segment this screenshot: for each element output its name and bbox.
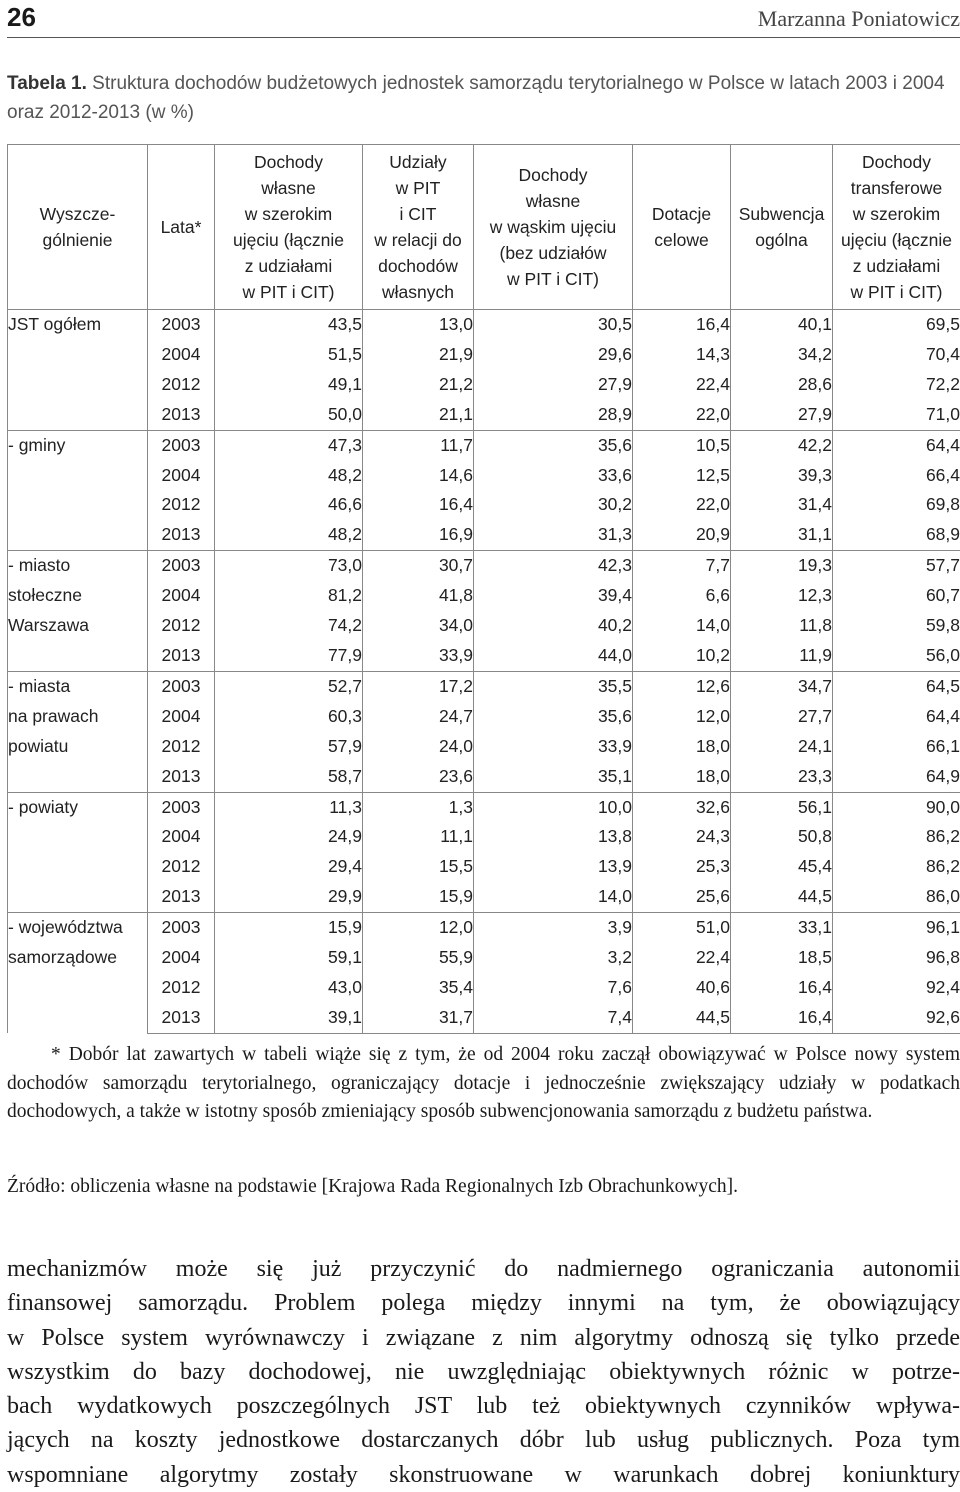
value-cell: 10,5 (633, 430, 731, 460)
column-header: Wyszcze- gólnienie (8, 145, 148, 310)
table-row (8, 702, 960, 732)
data-table (7, 144, 960, 1034)
table-caption-label: Tabela 1. (7, 73, 87, 94)
table-row (8, 400, 960, 430)
column-header: Dotacje celowe (633, 145, 731, 310)
value-cell: 56,0 (833, 641, 960, 671)
year-cell: 2003 (148, 671, 215, 701)
body-line: wspomniane algorytmy zostały skonstruowane w warunkach dobrej koniunktury (7, 1458, 960, 1492)
column-header: Dochody własne w wąskim ujęciu (bez udziałów w PIT i CIT) (474, 145, 633, 310)
year-cell: 2003 (148, 310, 215, 340)
body-line: mechanizmów może się już przyczynić do nadmiernego ograniczania autonomii (7, 1252, 960, 1286)
value-cell: 13,9 (474, 852, 633, 882)
value-cell: 31,4 (731, 490, 833, 520)
value-cell: 66,1 (833, 732, 960, 762)
table-row (8, 973, 960, 1003)
body-line: w Polsce system wyrównawczy i związane z nim algorytmy odnoszą się tylko przede (7, 1321, 960, 1355)
value-cell: 86,0 (833, 882, 960, 912)
body-line: jących na koszty jednostkowe dostarczanych dóbr lub usług publicznych. Poza tym (7, 1423, 960, 1457)
table-row (8, 943, 960, 973)
value-cell: 43,5 (215, 310, 363, 340)
value-cell: 29,6 (474, 340, 633, 370)
value-cell: 7,4 (474, 1003, 633, 1033)
value-cell: 86,2 (833, 822, 960, 852)
value-cell: 41,8 (363, 581, 474, 611)
value-cell: 48,2 (215, 461, 363, 491)
value-cell: 24,9 (215, 822, 363, 852)
value-cell: 42,2 (731, 430, 833, 460)
table-row (8, 852, 960, 882)
year-cell: 2004 (148, 943, 215, 973)
running-head-author: Marzanna Poniatowicz (758, 6, 960, 32)
body-line: finansowej samorządu. Problem polega między innymi na tym, że obowiązujący (7, 1286, 960, 1320)
value-cell: 40,6 (633, 973, 731, 1003)
value-cell: 29,9 (215, 882, 363, 912)
value-cell: 69,8 (833, 490, 960, 520)
value-cell: 59,8 (833, 611, 960, 641)
year-cell: 2013 (148, 641, 215, 671)
value-cell: 10,2 (633, 641, 731, 671)
column-header: Dochody własne w szerokim ujęciu (łącznie z udziałami w PIT i CIT) (215, 145, 363, 310)
value-cell: 72,2 (833, 370, 960, 400)
value-cell: 17,2 (363, 671, 474, 701)
value-cell: 27,7 (731, 702, 833, 732)
value-cell: 42,3 (474, 551, 633, 581)
year-cell: 2012 (148, 370, 215, 400)
value-cell: 30,7 (363, 551, 474, 581)
column-header: Udziały w PIT i CIT w relacji do dochodów własnych (363, 145, 474, 310)
table-row (8, 732, 960, 762)
table-source: Źródło: obliczenia własne na podstawie [Krajowa Rada Regionalnych Izb Obrachunkowych]. (7, 1173, 960, 1201)
value-cell: 13,0 (363, 310, 474, 340)
value-cell: 21,2 (363, 370, 474, 400)
column-header: Lata* (148, 145, 215, 310)
value-cell: 33,1 (731, 913, 833, 943)
value-cell: 18,5 (731, 943, 833, 973)
value-cell: 55,9 (363, 943, 474, 973)
value-cell: 35,4 (363, 973, 474, 1003)
year-cell: 2003 (148, 551, 215, 581)
value-cell: 20,9 (633, 520, 731, 550)
table-row (8, 641, 960, 671)
value-cell: 59,1 (215, 943, 363, 973)
value-cell: 69,5 (833, 310, 960, 340)
table-caption (7, 69, 952, 127)
year-cell: 2004 (148, 461, 215, 491)
value-cell: 11,7 (363, 430, 474, 460)
year-cell: 2012 (148, 490, 215, 520)
body-line: bach wydatkowych poszczególnych JST lub też obiektywnych czynników wpływa- (7, 1389, 960, 1423)
value-cell: 73,0 (215, 551, 363, 581)
value-cell: 34,0 (363, 611, 474, 641)
value-cell: 24,0 (363, 732, 474, 762)
table-row (8, 520, 960, 550)
value-cell: 32,6 (633, 792, 731, 822)
value-cell: 19,3 (731, 551, 833, 581)
value-cell: 60,3 (215, 702, 363, 732)
year-cell: 2013 (148, 882, 215, 912)
table-row (8, 551, 960, 581)
value-cell: 29,4 (215, 852, 363, 882)
value-cell: 71,0 (833, 400, 960, 430)
value-cell: 23,3 (731, 762, 833, 792)
value-cell: 92,4 (833, 973, 960, 1003)
table-row (8, 430, 960, 460)
value-cell: 11,8 (731, 611, 833, 641)
value-cell: 27,9 (731, 400, 833, 430)
value-cell: 22,0 (633, 490, 731, 520)
value-cell: 12,0 (633, 702, 731, 732)
value-cell: 11,1 (363, 822, 474, 852)
year-cell: 2012 (148, 973, 215, 1003)
year-cell: 2003 (148, 792, 215, 822)
table-row (8, 913, 960, 943)
table-row (8, 340, 960, 370)
value-cell: 3,2 (474, 943, 633, 973)
year-cell: 2013 (148, 520, 215, 550)
value-cell: 25,3 (633, 852, 731, 882)
value-cell: 50,0 (215, 400, 363, 430)
table-row (8, 1003, 960, 1033)
value-cell: 33,9 (363, 641, 474, 671)
year-cell: 2004 (148, 702, 215, 732)
year-cell: 2003 (148, 430, 215, 460)
row-group-label: - miasta na prawach powiatu (8, 671, 148, 792)
value-cell: 3,9 (474, 913, 633, 943)
value-cell: 60,7 (833, 581, 960, 611)
value-cell: 12,0 (363, 913, 474, 943)
value-cell: 66,4 (833, 461, 960, 491)
value-cell: 22,0 (633, 400, 731, 430)
value-cell: 90,0 (833, 792, 960, 822)
value-cell: 58,7 (215, 762, 363, 792)
value-cell: 31,3 (474, 520, 633, 550)
value-cell: 22,4 (633, 943, 731, 973)
year-cell: 2012 (148, 732, 215, 762)
value-cell: 39,3 (731, 461, 833, 491)
value-cell: 23,6 (363, 762, 474, 792)
value-cell: 24,7 (363, 702, 474, 732)
value-cell: 35,6 (474, 702, 633, 732)
table-row (8, 792, 960, 822)
value-cell: 33,6 (474, 461, 633, 491)
value-cell: 7,6 (474, 973, 633, 1003)
value-cell: 15,9 (215, 913, 363, 943)
value-cell: 68,9 (833, 520, 960, 550)
table-caption-text: Struktura dochodów budżetowych jednostek samorządu terytorialnego w Polsce w latach 2003 i 2004 oraz 2012-2013 (w %) (7, 73, 945, 123)
running-head (7, 2, 960, 36)
page-number: 26 (7, 2, 36, 33)
year-cell: 2013 (148, 762, 215, 792)
value-cell: 52,7 (215, 671, 363, 701)
value-cell: 77,9 (215, 641, 363, 671)
value-cell: 50,8 (731, 822, 833, 852)
value-cell: 25,6 (633, 882, 731, 912)
value-cell: 35,1 (474, 762, 633, 792)
value-cell: 40,1 (731, 310, 833, 340)
value-cell: 43,0 (215, 973, 363, 1003)
header-row (8, 145, 960, 310)
value-cell: 24,1 (731, 732, 833, 762)
value-cell: 12,5 (633, 461, 731, 491)
table-footnote: * Dobór lat zawartych w tabeli wiąże się z tym, że od 2004 roku zaczął obowiązywać w Polsce nowy system dochodów samorządu terytorialnego, ograniczający dotacje i jednocześnie zwiększający udziały w podatkach dochodowych, a także w istotny sposób zmieniający sposób subwencjonowania samorządu z budżetu państwa. (7, 1041, 960, 1127)
value-cell: 51,0 (633, 913, 731, 943)
table-row (8, 310, 960, 340)
table-row (8, 370, 960, 400)
value-cell: 16,9 (363, 520, 474, 550)
value-cell: 39,1 (215, 1003, 363, 1033)
body-paragraph (7, 1252, 960, 1492)
value-cell: 45,4 (731, 852, 833, 882)
value-cell: 13,8 (474, 822, 633, 852)
value-cell: 33,9 (474, 732, 633, 762)
value-cell: 74,2 (215, 611, 363, 641)
value-cell: 22,4 (633, 370, 731, 400)
value-cell: 30,5 (474, 310, 633, 340)
table-body (8, 310, 960, 1034)
value-cell: 86,2 (833, 852, 960, 882)
value-cell: 34,2 (731, 340, 833, 370)
value-cell: 40,2 (474, 611, 633, 641)
value-cell: 6,6 (633, 581, 731, 611)
value-cell: 16,4 (731, 973, 833, 1003)
value-cell: 14,6 (363, 461, 474, 491)
value-cell: 64,4 (833, 430, 960, 460)
value-cell: 56,1 (731, 792, 833, 822)
value-cell: 15,9 (363, 882, 474, 912)
year-cell: 2012 (148, 852, 215, 882)
value-cell: 31,1 (731, 520, 833, 550)
value-cell: 10,0 (474, 792, 633, 822)
value-cell: 14,0 (633, 611, 731, 641)
value-cell: 24,3 (633, 822, 731, 852)
row-group-label: - województwa samorządowe (8, 913, 148, 1034)
table-row (8, 581, 960, 611)
value-cell: 64,4 (833, 702, 960, 732)
value-cell: 11,9 (731, 641, 833, 671)
value-cell: 21,1 (363, 400, 474, 430)
value-cell: 51,5 (215, 340, 363, 370)
value-cell: 12,6 (633, 671, 731, 701)
value-cell: 28,9 (474, 400, 633, 430)
value-cell: 64,9 (833, 762, 960, 792)
year-cell: 2012 (148, 611, 215, 641)
value-cell: 39,4 (474, 581, 633, 611)
value-cell: 96,8 (833, 943, 960, 973)
table-row (8, 490, 960, 520)
value-cell: 31,7 (363, 1003, 474, 1033)
table-row (8, 611, 960, 641)
body-line: wszystkim do bazy dochodowej, nie uwzględniając obiektywnych różnic w potrze- (7, 1355, 960, 1389)
value-cell: 14,0 (474, 882, 633, 912)
year-cell: 2013 (148, 1003, 215, 1033)
value-cell: 1,3 (363, 792, 474, 822)
year-cell: 2004 (148, 340, 215, 370)
value-cell: 11,3 (215, 792, 363, 822)
table-row (8, 882, 960, 912)
value-cell: 7,7 (633, 551, 731, 581)
year-cell: 2003 (148, 913, 215, 943)
value-cell: 96,1 (833, 913, 960, 943)
value-cell: 48,2 (215, 520, 363, 550)
value-cell: 44,5 (731, 882, 833, 912)
value-cell: 18,0 (633, 762, 731, 792)
table-row (8, 822, 960, 852)
value-cell: 57,7 (833, 551, 960, 581)
value-cell: 70,4 (833, 340, 960, 370)
row-group-label: - powiaty (8, 792, 148, 913)
year-cell: 2013 (148, 400, 215, 430)
value-cell: 57,9 (215, 732, 363, 762)
value-cell: 34,7 (731, 671, 833, 701)
value-cell: 28,6 (731, 370, 833, 400)
value-cell: 44,0 (474, 641, 633, 671)
row-group-label: JST ogółem (8, 310, 148, 431)
value-cell: 35,5 (474, 671, 633, 701)
year-cell: 2004 (148, 822, 215, 852)
header-rule (7, 37, 960, 38)
value-cell: 18,0 (633, 732, 731, 762)
table-row (8, 671, 960, 701)
column-header: Dochody transferowe w szerokim ujęciu (łącznie z udziałami w PIT i CIT) (833, 145, 960, 310)
row-group-label: - miasto stołeczne Warszawa (8, 551, 148, 672)
year-cell: 2004 (148, 581, 215, 611)
value-cell: 49,1 (215, 370, 363, 400)
value-cell: 27,9 (474, 370, 633, 400)
table-row (8, 762, 960, 792)
value-cell: 14,3 (633, 340, 731, 370)
value-cell: 35,6 (474, 430, 633, 460)
row-group-label: - gminy (8, 430, 148, 551)
value-cell: 15,5 (363, 852, 474, 882)
value-cell: 30,2 (474, 490, 633, 520)
value-cell: 46,6 (215, 490, 363, 520)
value-cell: 81,2 (215, 581, 363, 611)
value-cell: 16,4 (633, 310, 731, 340)
value-cell: 12,3 (731, 581, 833, 611)
value-cell: 21,9 (363, 340, 474, 370)
value-cell: 16,4 (363, 490, 474, 520)
value-cell: 16,4 (731, 1003, 833, 1033)
value-cell: 92,6 (833, 1003, 960, 1033)
table-row (8, 461, 960, 491)
value-cell: 44,5 (633, 1003, 731, 1033)
value-cell: 64,5 (833, 671, 960, 701)
column-header: Subwencja ogólna (731, 145, 833, 310)
value-cell: 47,3 (215, 430, 363, 460)
